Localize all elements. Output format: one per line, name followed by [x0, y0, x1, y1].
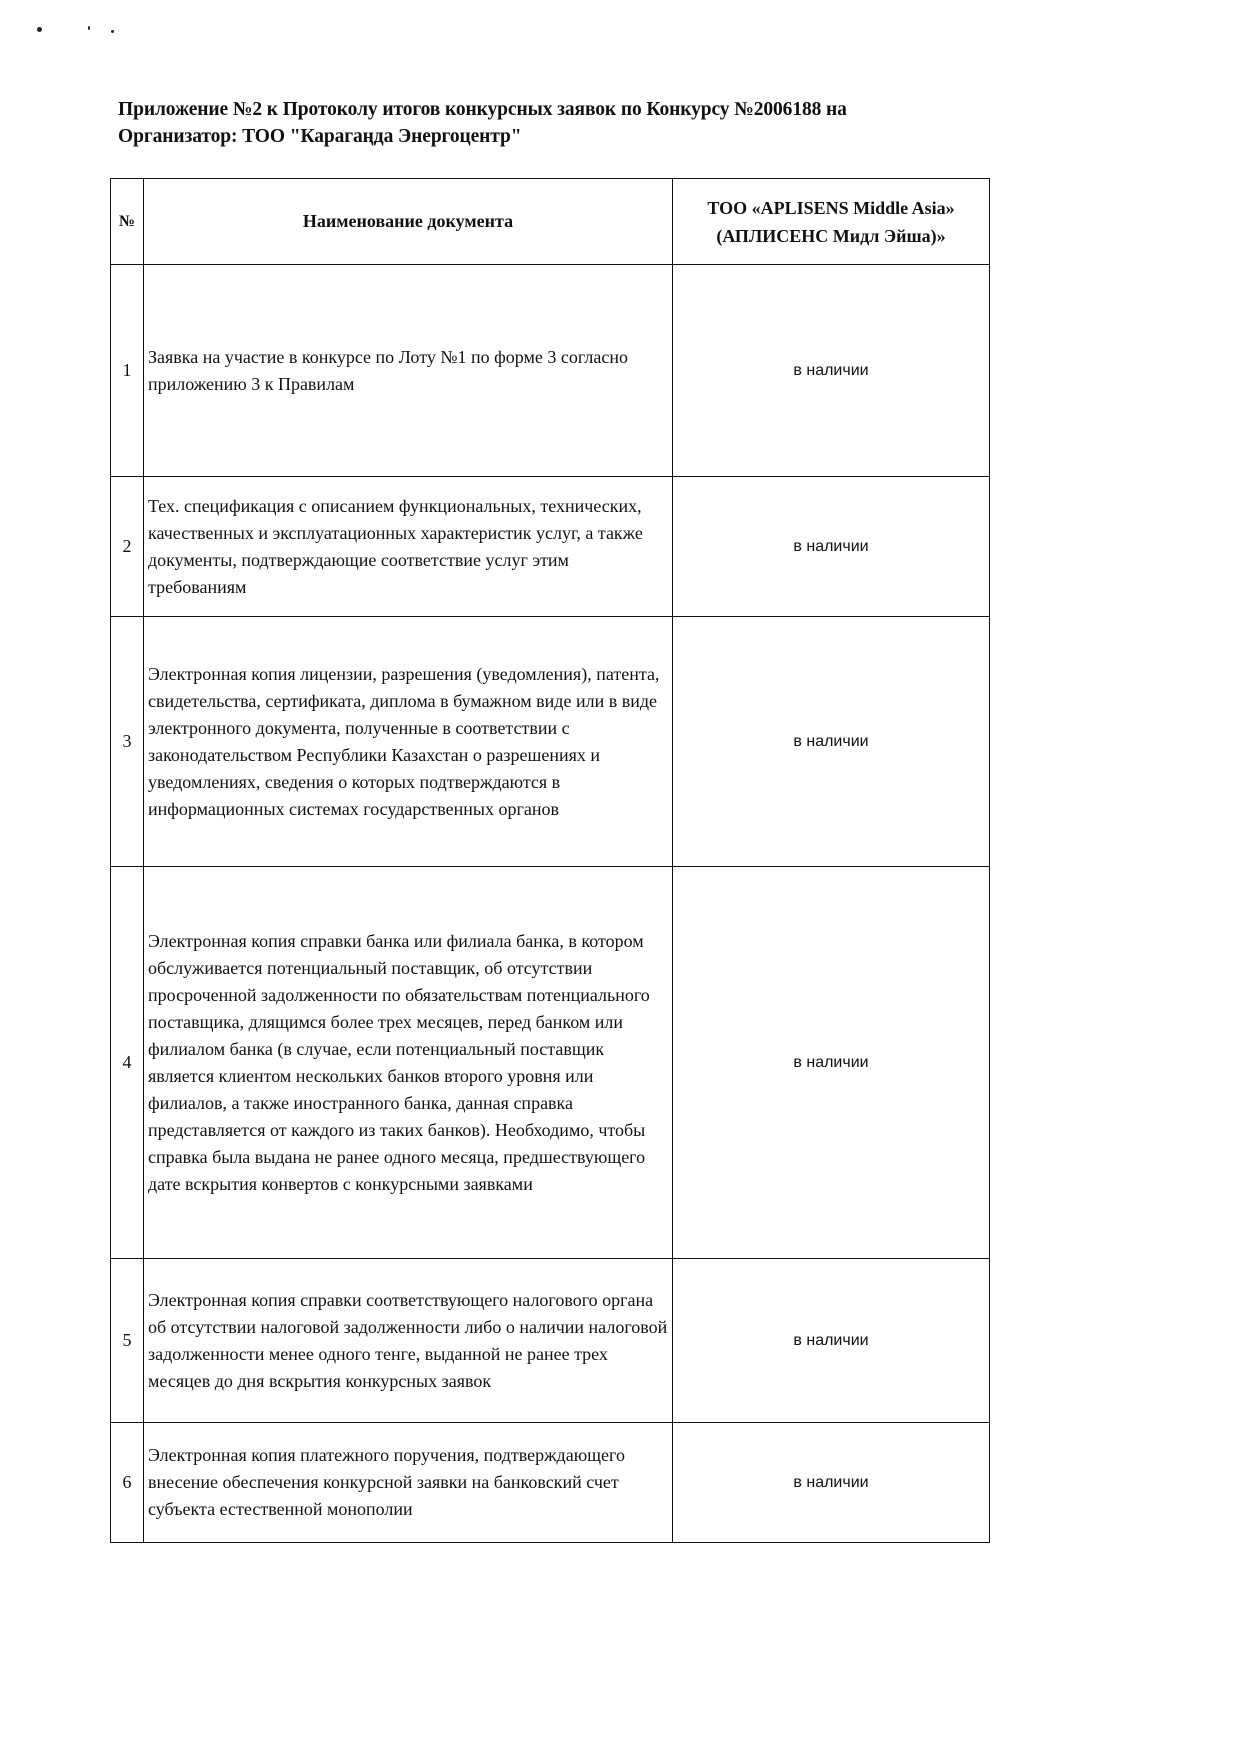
header-supplier-line-2: (АПЛИСЕНС Мидл Эйша)» — [716, 225, 946, 246]
row-number: 3 — [111, 617, 144, 867]
title-line-2: Организатор: ТОО "Карагаңда Энергоцентр" — [118, 126, 522, 147]
row-document-name: Электронная копия справки банка или филиала банка, в котором обслуживается потенциальный поставщик, об отсутствии просроченной задолженности по обязательствам потенциального поставщика, длящимся более трех месяцев, перед банком или филиалом банка (в случае, если потенциальный поставщик является клиентом нескольких банков второго уровня или филиалов, а также иностранного банка, данная справка представляется от каждого из таких банков). Необходимо, чтобы справка была выдана не ранее одного месяца, предшествующего дате вскрытия конвертов с конкурсными заявками — [144, 867, 673, 1259]
row-number: 5 — [111, 1259, 144, 1423]
table-row — [111, 867, 990, 1259]
documents-table — [110, 178, 990, 1543]
row-document-name: Тех. спецификация с описанием функциональных, технических, качественных и эксплуатационных характеристик услуг, а также документы, подтверждающие соответствие услуг этим требованиям — [144, 477, 673, 617]
table-row — [111, 477, 990, 617]
row-status: в наличии — [673, 1259, 990, 1423]
row-number: 4 — [111, 867, 144, 1259]
table-row — [111, 265, 990, 477]
row-document-name: Заявка на участие в конкурсе по Лоту №1 по форме 3 согласно приложению 3 к Правилам — [144, 265, 673, 477]
header-supplier-line-1: ТОО «APLISENS Middle Asia» — [707, 197, 955, 218]
table-row — [111, 617, 990, 867]
row-document-name: Электронная копия платежного поручения, подтверждающего внесение обеспечения конкурсной заявки на банковский счет субъекта естественной монополии — [144, 1423, 673, 1543]
scan-speck — [111, 30, 114, 33]
row-number: 2 — [111, 477, 144, 617]
row-number: 6 — [111, 1423, 144, 1543]
row-status: в наличии — [673, 867, 990, 1259]
row-document-name: Электронная копия лицензии, разрешения (уведомления), патента, свидетельства, сертификата, диплома в бумажном виде или в виде электронного документа, полученные в соответствии с законодательством Республики Казахстан о разрешениях и уведомлениях, сведения о которых подтверждаются в информационных системах государственных органов — [144, 617, 673, 867]
row-status: в наличии — [673, 617, 990, 867]
row-number: 1 — [111, 265, 144, 477]
title-line-1: Приложение №2 к Протоколу итогов конкурсных заявок по Конкурсу №2006188 на — [118, 99, 847, 120]
header-document-name: Наименование документа — [144, 179, 673, 265]
header-number: № — [111, 179, 144, 265]
table-row — [111, 1423, 990, 1543]
table-header-row — [111, 179, 990, 265]
scan-speck — [37, 27, 42, 32]
row-status: в наличии — [673, 477, 990, 617]
document-title — [118, 96, 998, 150]
table-row — [111, 1259, 990, 1423]
row-status: в наличии — [673, 1423, 990, 1543]
header-supplier — [673, 179, 990, 265]
scan-speck — [88, 26, 90, 30]
row-document-name: Электронная копия справки соответствующего налогового органа об отсутствии налоговой задолженности либо о наличии налоговой задолженности менее одного тенге, выданной не ранее трех месяцев до дня вскрытия конкурсных заявок — [144, 1259, 673, 1423]
row-status: в наличии — [673, 265, 990, 477]
